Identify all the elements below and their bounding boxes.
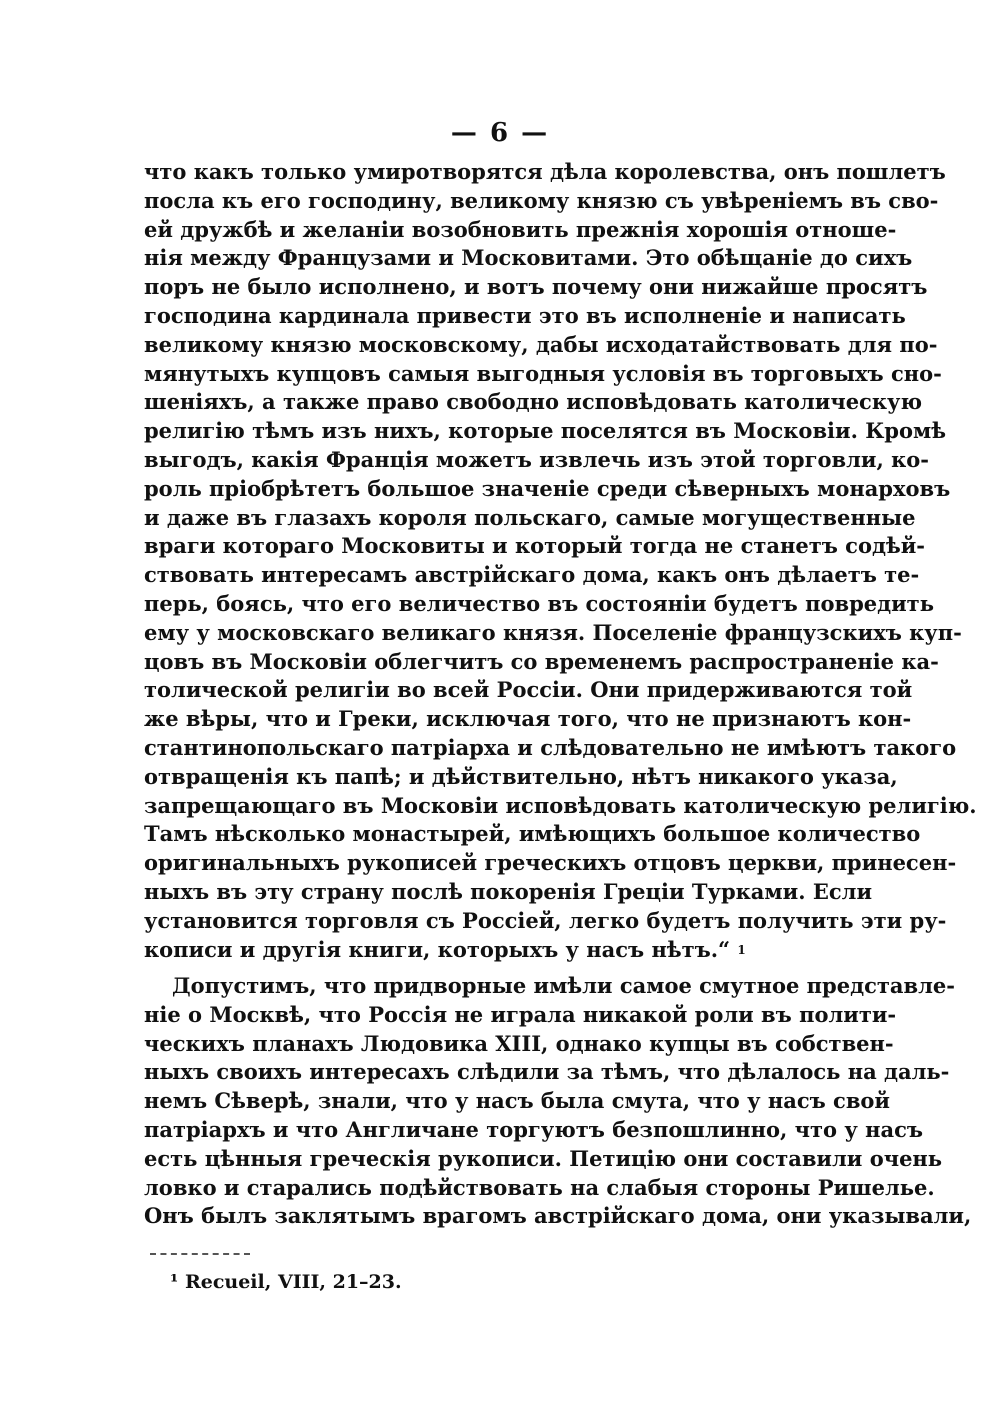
text-line: ніе о Москвѣ, что Россія не играла никакой роли въ полити- (144, 1001, 897, 1027)
text-line: посла къ его господину, великому князю съ увѣреніемъ въ сво- (144, 187, 939, 213)
text-line: толической религіи во всей Россіи. Они придерживаются той (144, 677, 913, 703)
text-line: цовъ въ Московіи облегчитъ со временемъ распространеніе ка- (144, 648, 939, 674)
text-line: и даже въ глазахъ короля польскаго, самые могущественные (144, 504, 916, 530)
text-line: поръ не было исполнено, и вотъ почему они нижайше просятъ (144, 274, 928, 300)
footnote (170, 1270, 402, 1294)
paragraph-1 (144, 158, 977, 964)
text-line-last (144, 936, 814, 965)
text-line: что какъ только умиротворятся дѣла королевства, онъ пошлетъ (144, 159, 946, 184)
text-line: шеніяхъ, а также право свободно исповѣдовать католическую (144, 389, 922, 415)
page-number: — 6 — (450, 118, 550, 148)
text-line: ствовать интересамъ австрійскаго дома, какъ онъ дѣлаетъ те- (144, 562, 920, 588)
text-line: ныхъ своихъ интересахъ слѣдили за тѣмъ, что дѣлалось на даль- (144, 1059, 950, 1085)
text-line: патріархъ и что Англичане торгуютъ безпошлинно, что у насъ (144, 1116, 923, 1142)
footnote-reference: 1 (737, 942, 746, 957)
text-line: нія между Французами и Московитами. Это обѣщаніе до сихъ (144, 245, 913, 271)
text-line: великому князю московскому, дабы исходатайствовать для по- (144, 331, 938, 357)
text-line: оригинальныхъ рукописей греческихъ отцовъ церкви, принесен- (144, 850, 957, 876)
text-line: Онъ былъ заклятымъ врагомъ австрійскаго дома, они указывали, (144, 1203, 972, 1229)
text-line: немъ Сѣверѣ, знали, что у насъ была смута, что у насъ свой (144, 1088, 891, 1114)
text-line: перь, боясь, что его величество въ состояніи будетъ повредить (144, 590, 934, 616)
text-line: Допустимъ, что придворные имѣли самое смутное представле- (172, 973, 955, 998)
text-line: господина кардинала привести это въ исполненіе и написать (144, 302, 906, 328)
text-line: запрещающаго въ Московіи исповѣдовать католическую религію. (144, 792, 977, 818)
footnote-divider (150, 1253, 250, 1257)
text-line: отвращенія къ папѣ; и дѣйствительно, нѣтъ никакого указа, (144, 763, 898, 789)
text-line-content: кописи и другія книги, которыхъ у насъ нѣтъ.“ (144, 936, 731, 962)
text-line: же вѣры, что и Греки, исключая того, что не признаютъ кон- (144, 706, 912, 732)
footnote-marker: ¹ (170, 1271, 179, 1293)
text-line: стантинопольскаго патріарха и слѣдовательно не имѣютъ такого (144, 734, 957, 760)
text-line: выгодъ, какія Франція можетъ извлечь изъ этой торговли, ко- (144, 446, 929, 472)
text-line: религію тѣмъ изъ нихъ, которые поселятся въ Московіи. Кромѣ (144, 418, 947, 444)
text-line: установится торговля съ Россіей, легко будетъ получить эти ру- (144, 907, 947, 933)
text-line: ей дружбѣ и желаніи возобновить прежнія хорошія отноше- (144, 216, 897, 242)
text-line: ему у московскаго великаго князя. Поселеніе французскихъ куп- (144, 619, 962, 645)
text-line: Тамъ нѣсколько монастырей, имѣющихъ большое количество (144, 821, 921, 847)
footnote-text: Recueil, VIII, 21–23. (184, 1271, 402, 1293)
text-line: роль пріобрѣтетъ большое значеніе среди сѣверныхъ монарховъ (144, 475, 951, 501)
text-line: ловко и старались подѣйствовать на слабыя стороны Ришелье. (144, 1174, 935, 1200)
text-line: мянутыхъ купцовъ самыя выгодныя условія въ торговыхъ сно- (144, 360, 942, 386)
paragraph-2 (144, 972, 972, 1231)
text-line: ныхъ въ эту страну послѣ покоренія Греціи Турками. Если (144, 878, 873, 904)
text-line: враги котораго Московиты и который тогда не станетъ содѣй- (144, 533, 926, 559)
text-line: ческихъ планахъ Людовика XIII, однако купцы въ собствен- (144, 1030, 894, 1056)
text-line: есть цѣнныя греческія рукописи. Петицію они составили очень (144, 1145, 943, 1171)
